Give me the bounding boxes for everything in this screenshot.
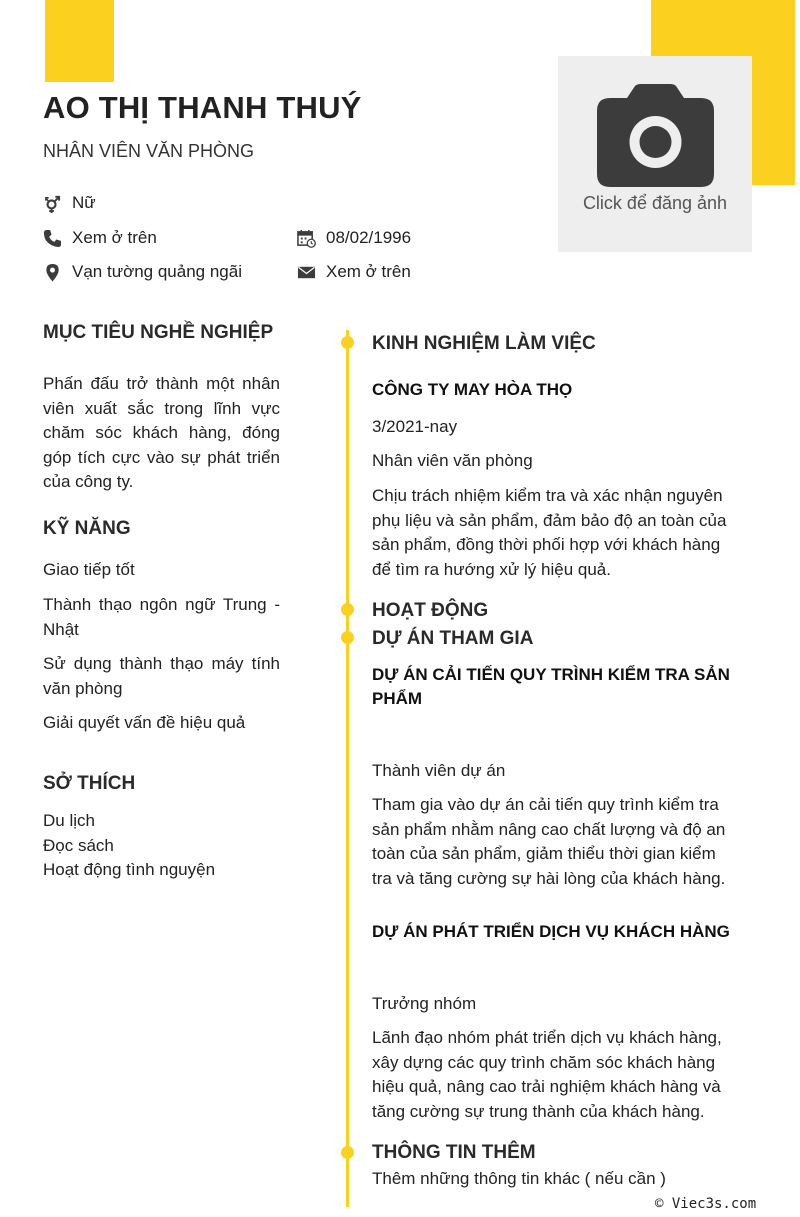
project-name: DỰ ÁN PHÁT TRIỂN DỊCH VỤ KHÁCH HÀNG [372,922,730,941]
candidate-name: AO THỊ THANH THUÝ [43,90,362,125]
work-role: Nhân viên văn phòng [372,451,533,470]
candidate-position: NHÂN VIÊN VĂN PHÒNG [43,141,255,161]
hobby-item: Du lịch [43,811,95,830]
gender-value: Nữ [72,193,96,212]
objective-heading: MỤC TIÊU NGHỀ NGHIỆP [43,322,274,343]
email-value: Xem ở trên [326,262,411,281]
project-role: Trưởng nhóm [372,994,477,1013]
timeline-dot [341,336,354,349]
hobby-item: Đọc sách [43,836,114,855]
hobbies-heading: SỞ THÍCH [43,773,136,794]
project-description: Tham gia vào dự án cải tiến quy trình kiểm tra sản phẩm nhằm nâng cao chất lượng và độ an toàn của sản phẩm, giảm thiểu thời gian kiểm tra và tăng cường sự hài lòng của khách hàng. [372,795,726,888]
decorative-block-left [45,0,114,82]
phone-icon [43,229,62,248]
gender-icon [43,194,62,213]
address-value: Vạn tường quảng ngãi [72,262,242,281]
camera-icon [597,84,714,187]
photo-upload-label: Click để đăng ảnh [582,193,728,213]
envelope-icon [297,263,316,282]
skill-item: Thành thạo ngôn ngữ Trung - Nhật [43,595,280,639]
timeline-dot [341,603,354,616]
company-name: CÔNG TY MAY HÒA THỌ [372,380,573,399]
additional-info-heading: THÔNG TIN THÊM [372,1142,536,1163]
gender-row [43,193,96,213]
photo-upload[interactable] [558,56,752,252]
additional-info-text: Thêm những thông tin khác ( nếu cần ) [372,1169,666,1188]
project-role: Thành viên dự án [372,761,506,780]
calendar-icon [297,229,316,248]
footer-credit: © Viec3s.com [655,1196,757,1212]
work-period: 3/2021-nay [372,417,458,436]
phone-row [43,228,157,248]
timeline-dot [341,1146,354,1159]
address-row [43,262,242,282]
skills-heading: KỸ NĂNG [43,518,131,539]
email-row [297,262,411,282]
location-pin-icon [43,263,62,282]
birthday-row [297,228,411,248]
skill-item: Giải quyết vấn đề hiệu quả [43,713,246,732]
project-name: DỰ ÁN CẢI TIẾN QUY TRÌNH KIỂM TRA SẢN PHẨM [372,665,730,708]
skill-item: Giao tiếp tốt [43,560,135,579]
phone-value: Xem ở trên [72,228,157,247]
timeline-line [346,330,349,1207]
timeline-dot [341,631,354,644]
birthday-value: 08/02/1996 [326,228,412,247]
activities-heading: HOẠT ĐỘNG [372,600,489,621]
work-description: Chịu trách nhiệm kiểm tra và xác nhận nguyên phụ liệu và sản phẩm, đảm bảo độ an toàn của sản phẩm, đồng thời phối hợp với khách hàng để tìm ra hướng xử lý hiệu quả. [372,486,727,579]
project-description: Lãnh đạo nhóm phát triển dịch vụ khách hàng, xây dựng các quy trình chăm sóc khách hàng hiệu quả, nâng cao trải nghiệm khách hàng và tăng cường sự trung thành của khách hàng. [372,1028,722,1121]
hobby-item: Hoạt động tình nguyện [43,860,216,879]
skill-item: Sử dụng thành thạo máy tính văn phòng [43,654,280,698]
projects-heading: DỰ ÁN THAM GIA [372,628,534,649]
experience-heading: KINH NGHIỆM LÀM VIỆC [372,333,596,354]
objective-text: Phấn đấu trở thành một nhân viên xuất sắc trong lĩnh vực chăm sóc khách hàng, đóng góp tích cực vào sự phát triển của công ty. [43,374,280,491]
